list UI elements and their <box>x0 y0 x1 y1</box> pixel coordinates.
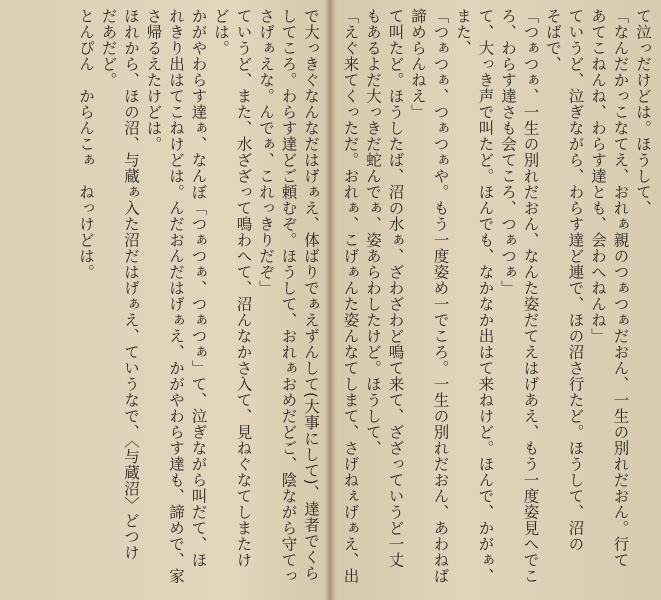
text-line: ほれから、ほの沼、与蔵ぁ入た沼だはげぁえ、ていうなで、〈与蔵沼〉どつけ <box>122 8 140 561</box>
text-line: ていうど、泣ぎながら、わらす達ど連で、ほの沼さ行たど。ほうして、沼の <box>566 8 585 552</box>
text-line: だあだど。 <box>99 8 118 88</box>
text-line: て泣っだけどは。ほうして、 <box>634 8 652 216</box>
left-page-text <box>8 8 322 592</box>
text-line: れきり出はてこねけどは。んだおんだはげぁえ、かがやわらす達も、諦めで、家 <box>167 8 185 584</box>
text-line: もあるよだ大っきだ蛇んでぁ、姿あらわしたけど。ほうして、 <box>364 8 382 456</box>
book-gutter <box>326 0 334 600</box>
text-line: あてこねんね、わらす達とも、会わへねんね」 <box>589 8 607 344</box>
text-line: で大っきぐなんなだはげぁえ、体ばりでぁえずんして(大事にして)、達者でくら <box>302 8 320 582</box>
text-line: ろ、わらす達さも会てころ、つぁつぁ」 <box>499 8 517 296</box>
right-page <box>338 8 654 592</box>
text-line: さ帰るえたけどは。 <box>144 8 163 152</box>
text-line: 「えぐ来てくっただ。おれぁ、こげぁんた姿んなてしまて、さげねぇげぁえ、出 <box>341 8 360 584</box>
text-line: ていうど、また、水ざざって鳴わへて、沼んなかさ入て、見ねぐなてしまたけ <box>234 8 253 568</box>
text-line: 「つぁつぁ、つぁつぁや。もう一度姿め一でころ。一生の別れだおん、あわねば <box>431 8 450 584</box>
text-line: 「なんだかっこなてえ、おれぁ親のつぁつぁだおん、一生の別れだおん。行て <box>611 8 630 568</box>
text-line: かがやわらす達ぁ、なんぼ「つぁつぁ、つぁつぁ」て、泣ぎながら叫だて、ほ <box>189 8 208 568</box>
text-line: 「つぁつぁ、一生の別れだおん、なんた姿だてえはげあえ、もう一度姿見へでこ <box>521 8 540 584</box>
text-line: とんぴん からんこぁ ねっけどは。 <box>77 8 95 280</box>
text-line: て、大っき声で叫たど。ほんでも、なかなか出はて来ねけど。ほんで、かがぁ、 <box>476 8 495 584</box>
right-page-text <box>338 8 654 592</box>
text-line: また、 <box>454 8 472 56</box>
text-line: どは。 <box>212 8 230 56</box>
text-line: 諦めらんねえ」 <box>409 8 427 120</box>
text-line: してころ。わらす達どご頼むぞ。ほうして、おれぁおめだどご、陰ながら守てっ <box>279 8 298 584</box>
left-page <box>8 8 322 592</box>
text-line: さげぁえな。んでぁ、これっきりだぞ」 <box>257 8 275 296</box>
text-line <box>338 8 339 592</box>
text-line: そばで、 <box>544 8 562 72</box>
text-line: て叫たど。ほうしたば、沼の水ぁ、ざわざわど鳴て来て、ざざっていうど一丈 <box>386 8 405 568</box>
